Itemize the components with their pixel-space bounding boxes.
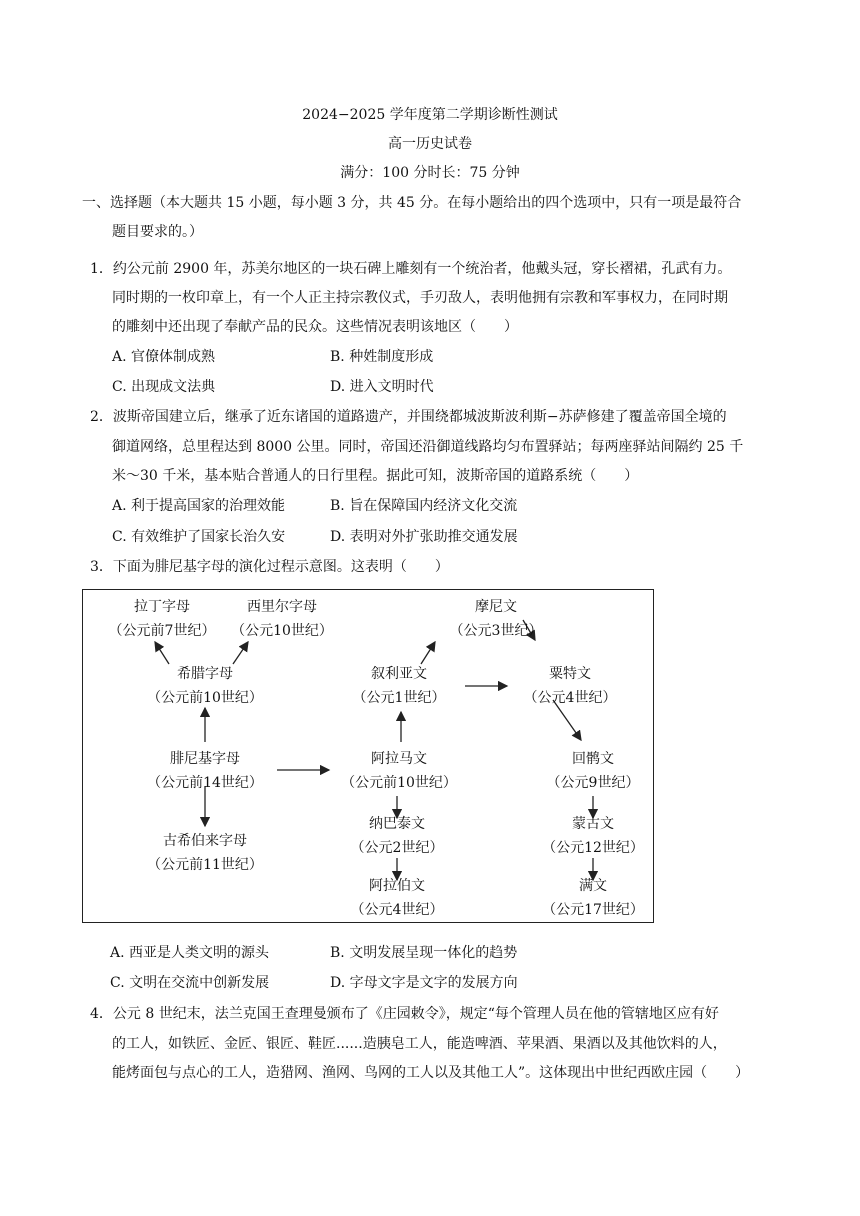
q2-stem-line1: 2．波斯帝国建立后，继承了近东诸国的道路遗产，并围绕都城波斯波利斯−苏萨修建了覆盖帝国全境的 [90, 409, 727, 425]
node-sogdian-date: （公元4世纪） [523, 690, 617, 706]
exam-subtitle: 高一历史试卷 [388, 136, 472, 152]
q3-option-d[interactable]: D. 字母文字是文字的发展方向 [330, 975, 518, 991]
node-manichaean-date: （公元3世纪） [449, 623, 543, 639]
node-manchu-name: 满文 [579, 878, 607, 894]
node-mongol-date: （公元12世纪） [542, 840, 644, 856]
node-greek [130, 662, 280, 710]
node-sogdian [495, 662, 645, 710]
q1-option-c[interactable]: C. 出现成文法典 [112, 379, 216, 395]
node-uyghur-name: 回鹘文 [572, 751, 614, 767]
q3-option-c[interactable]: C. 文明在交流中创新发展 [110, 975, 270, 991]
q1-stem-line3: 的雕刻中还出现了奉献产品的民众。这些情况表明该地区（ ） [112, 319, 518, 335]
node-syriac-name: 叙利亚文 [371, 666, 427, 682]
q2-option-a[interactable]: A. 利于提高国家的治理效能 [112, 498, 286, 514]
node-cyrillic [207, 595, 357, 643]
node-phoenician [130, 747, 280, 795]
q1-option-b[interactable]: B. 种姓制度形成 [330, 349, 434, 365]
node-nabataean [322, 812, 472, 860]
section-heading-line2: 题目要求的。） [112, 224, 203, 240]
q3-option-b[interactable]: B. 文明发展呈现一体化的趋势 [330, 945, 518, 961]
node-syriac-date: （公元1世纪） [352, 690, 446, 706]
node-paleo-hebrew [130, 829, 280, 877]
node-aramaic-name: 阿拉马文 [371, 751, 427, 767]
node-mongol-name: 蒙古文 [572, 816, 614, 832]
q1-option-a[interactable]: A. 官僚体制成熟 [112, 349, 216, 365]
node-paleo-hebrew-date: （公元前11世纪） [147, 857, 263, 873]
arrow-syriac-manichaean [421, 642, 435, 664]
q3-option-a[interactable]: A. 西亚是人类文明的源头 [110, 945, 270, 961]
q4-stem-line2: 的工人，如铁匠、金匠、银匠、鞋匠......造胰皂工人，能造啤酒、苹果酒、果酒以及其他饮料的人， [112, 1036, 727, 1052]
node-manichaean [421, 595, 571, 643]
node-latin-name: 拉丁字母 [134, 599, 190, 615]
node-mongol [518, 812, 668, 860]
exam-title: 2024−2025 学年度第二学期诊断性测试 [302, 107, 558, 123]
q2-option-b[interactable]: B. 旨在保障国内经济文化交流 [330, 498, 518, 514]
q2-stem-line3: 米～30 千米，基本贴合普通人的日行里程。据此可知，波斯帝国的道路系统（ ） [112, 468, 639, 484]
section-heading-line1: 一、选择题（本大题共 15 小题，每小题 3 分，共 45 分。在每小题给出的四个选项中，只有一项是最符合 [82, 195, 742, 211]
node-manchu [518, 874, 668, 922]
node-arabic-name: 阿拉伯文 [369, 878, 425, 894]
q2-option-c[interactable]: C. 有效维护了国家长治久安 [112, 529, 286, 545]
q2-stem-line2: 御道网络，总里程达到 8000 公里。同时，帝国还沿御道线路均匀布置驿站；每两座驿站间隔约 25 千 [112, 439, 744, 455]
q3-stem: 3．下面为腓尼基字母的演化过程示意图。这表明（ ） [90, 559, 449, 575]
node-paleo-hebrew-name: 古希伯来字母 [163, 833, 247, 849]
node-phoenician-name: 腓尼基字母 [170, 751, 240, 767]
alphabet-evolution-diagram [82, 589, 654, 923]
node-uyghur [518, 747, 668, 795]
node-nabataean-name: 纳巴泰文 [369, 816, 425, 832]
q2-option-d[interactable]: D. 表明对外扩张助推交通发展 [330, 529, 518, 545]
q1-stem-line2: 同时期的一枚印章上，有一个人正主持宗教仪式，手刃敌人，表明他拥有宗教和军事权力，在同时期 [112, 290, 728, 306]
node-cyrillic-name: 西里尔字母 [247, 599, 317, 615]
node-greek-date: （公元前10世纪） [147, 690, 263, 706]
q1-stem-line1: 1．约公元前 2900 年，苏美尔地区的一块石碑上雕刻有一个统治者，他戴头冠，穿长褶裙，孔武有力。 [90, 261, 732, 277]
node-aramaic [324, 747, 474, 795]
q4-stem-line1: 4．公元 8 世纪末，法兰克国王查理曼颁布了《庄园敕令》，规定“每个管理人员在他的管辖地区应有好 [90, 1006, 719, 1022]
node-cyrillic-date: （公元10世纪） [231, 623, 333, 639]
node-sogdian-name: 粟特文 [549, 666, 591, 682]
q4-stem-line3: 能烤面包与点心的工人，造猎网、渔网、鸟网的工人以及其他工人”。这体现出中世纪西欧庄园（ ） [112, 1065, 750, 1081]
node-syriac [324, 662, 474, 710]
arrow-greek-latin [155, 642, 169, 664]
node-phoenician-date: （公元前14世纪） [147, 775, 263, 791]
node-latin-date: （公元前7世纪） [108, 623, 216, 639]
node-aramaic-date: （公元前10世纪） [341, 775, 457, 791]
node-manchu-date: （公元17世纪） [542, 902, 644, 918]
q1-option-d[interactable]: D. 进入文明时代 [330, 379, 434, 395]
node-manichaean-name: 摩尼文 [475, 599, 517, 615]
node-uyghur-date: （公元9世纪） [546, 775, 640, 791]
node-nabataean-date: （公元2世纪） [350, 840, 444, 856]
node-arabic-date: （公元4世纪） [350, 902, 444, 918]
arrow-greek-cyrillic [233, 642, 248, 664]
node-arabic [322, 874, 472, 922]
node-greek-name: 希腊字母 [177, 666, 233, 682]
score-time: 满分：100 分时长：75 分钟 [340, 165, 520, 181]
